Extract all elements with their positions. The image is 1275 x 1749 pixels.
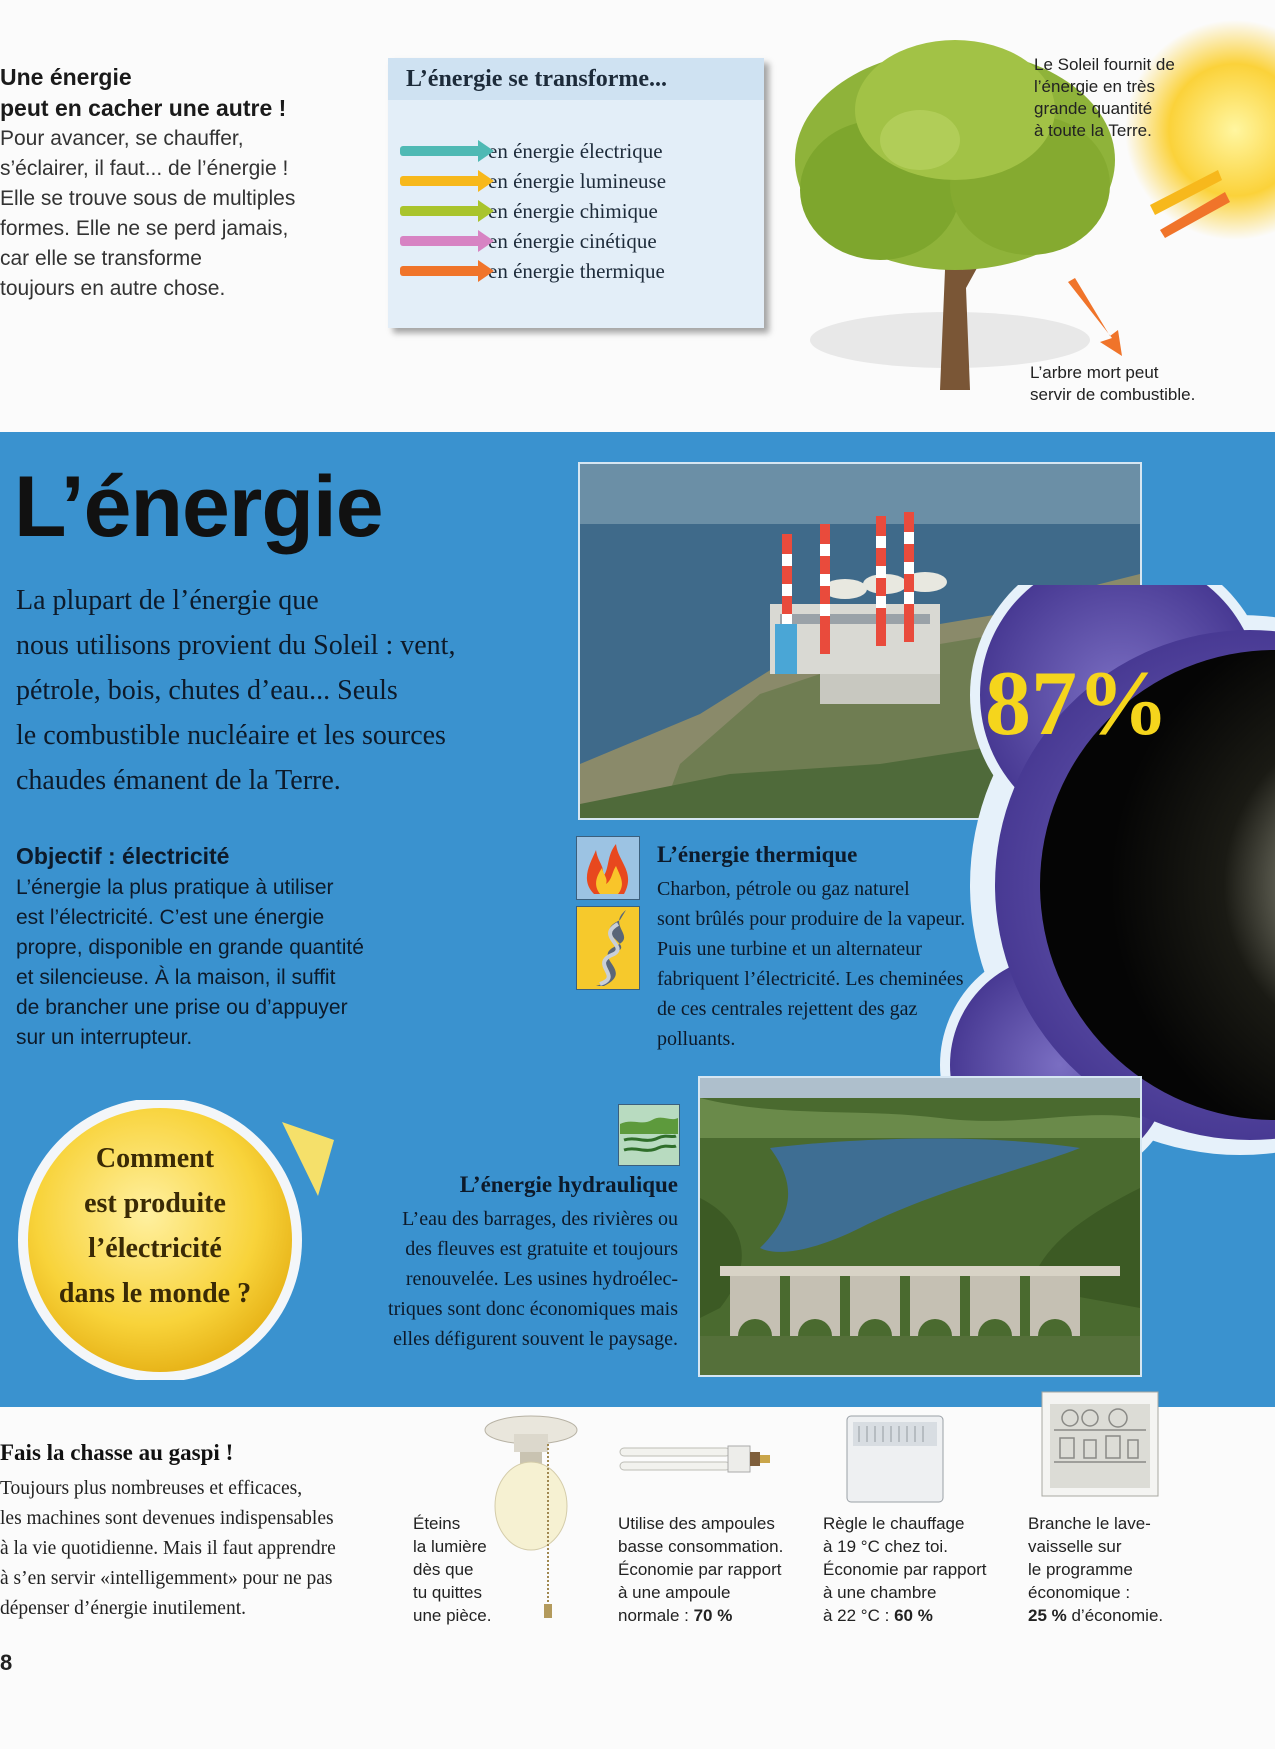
low-energy-bulb-icon	[618, 1440, 778, 1480]
objective-line: de brancher une prise ou d’appuyer	[16, 996, 348, 1019]
tip-line: Utilise des ampoules	[618, 1514, 775, 1533]
intro-line: s’éclairer, il faut... de l’énergie !	[0, 157, 289, 180]
transform-item-label: en énergie thermique	[488, 258, 665, 283]
steam-icon	[576, 906, 640, 990]
transform-item-thermal	[400, 258, 665, 284]
tip-line: dès que	[413, 1560, 474, 1579]
tip-line: Règle le chauffage	[823, 1514, 965, 1533]
objective-line: est l’électricité. C’est une énergie	[16, 906, 325, 929]
hydro-line: triques sont donc économiques mais	[388, 1298, 678, 1320]
thermal-line: polluants.	[657, 1028, 736, 1050]
lead-line: chaudes émanent de la Terre.	[16, 765, 341, 796]
dishwasher-icon	[1040, 1390, 1160, 1500]
lead-line: pétrole, bois, chutes d’eau... Seuls	[16, 675, 398, 706]
ceiling-bulb-icon	[476, 1414, 596, 1624]
tip-dishwasher	[1028, 1512, 1163, 1627]
teal-arrow-icon	[400, 146, 480, 156]
gaspi-line: dépenser d’énergie inutilement.	[0, 1598, 247, 1619]
transform-item-label: en énergie électrique	[488, 138, 663, 163]
tip-line: vaisselle sur	[1028, 1537, 1122, 1556]
tip-line: à une ampoule	[618, 1583, 731, 1602]
objective-line: et silencieuse. À la maison, il suffit	[16, 966, 336, 989]
question-text	[40, 1136, 270, 1316]
transform-item-light	[400, 168, 666, 194]
tip-line: Économie par rapport	[618, 1560, 782, 1579]
tip-prefix: normale :	[618, 1606, 694, 1625]
lead-line: le combustible nucléaire et les sources	[16, 720, 446, 751]
question-line: dans le monde ?	[58, 1278, 252, 1309]
objective-line: sur un interrupteur.	[16, 1026, 193, 1049]
tree-note-line: servir de combustible.	[1030, 385, 1196, 404]
tip-line: basse consommation.	[618, 1537, 784, 1556]
question-line: Comment	[95, 1143, 215, 1174]
thermal-line: Puis une turbine et un alternateur	[657, 938, 922, 960]
hydro-line: des fleuves est gratuite et toujours	[405, 1238, 678, 1260]
gaspi-line: Toujours plus nombreuses et efficaces,	[0, 1478, 303, 1499]
sun-note-line: l’énergie en très	[1034, 77, 1155, 96]
hydro-body	[348, 1204, 678, 1354]
thermal-body	[657, 874, 997, 1054]
hydro-line: L’eau des barrages, des rivières ou	[402, 1208, 678, 1230]
gaspi-line: à s’en servir «intelligemment» pour ne pas	[0, 1568, 333, 1589]
transform-item-chemical	[400, 198, 658, 224]
tip-line: le programme	[1028, 1560, 1133, 1579]
intro-body	[0, 124, 360, 304]
thermal-line: sont brûlés pour produire de la vapeur.	[657, 908, 966, 930]
tip-value: 25 %	[1028, 1606, 1067, 1625]
tip-heater	[823, 1512, 986, 1627]
water-landscape-icon	[618, 1104, 680, 1166]
hydro-title: L’énergie hydraulique	[459, 1172, 678, 1197]
gaspi-line: les machines sont devenues indispensables	[0, 1508, 334, 1529]
objective-body	[16, 873, 446, 1053]
transform-item-label: en énergie lumineuse	[488, 168, 667, 193]
yellow-arrow-icon	[400, 176, 480, 186]
lead-line: nous utilisons provient du Soleil : vent,	[16, 630, 456, 661]
intro-title-line1: Une énergie	[0, 64, 132, 90]
tree-note	[1030, 362, 1230, 406]
intro-line: Pour avancer, se chauffer,	[0, 127, 244, 150]
green-arrow-icon	[400, 206, 480, 216]
transform-item-label: en énergie cinétique	[488, 228, 657, 253]
tip-line: une pièce.	[413, 1606, 492, 1625]
thermal-line: Charbon, pétrole ou gaz naturel	[657, 878, 910, 900]
objective-line: L’énergie la plus pratique à utiliser	[16, 876, 334, 899]
pink-arrow-icon	[400, 236, 480, 246]
tip-line: Branche le lave-	[1028, 1514, 1151, 1533]
question-line: l’électricité	[88, 1233, 222, 1264]
tip-line	[1028, 1604, 1163, 1627]
lead-paragraph	[16, 578, 516, 803]
question-line: est produite	[84, 1188, 226, 1219]
intro-line: car elle se transforme	[0, 247, 202, 270]
tip-line: à une chambre	[823, 1583, 937, 1602]
dam-photo	[698, 1076, 1142, 1377]
tip-line: Éteins	[413, 1514, 461, 1533]
page-title: L’énergie	[14, 459, 383, 555]
transform-box-title: L’énergie se transforme...	[406, 66, 668, 92]
sun-note-line: à toute la Terre.	[1034, 121, 1152, 140]
orange-arrow-icon	[400, 266, 480, 276]
gaspi-title: Fais la chasse au gaspi !	[0, 1440, 234, 1465]
tip-line	[823, 1604, 986, 1627]
intro-title-line2: peut en cacher une autre !	[0, 95, 287, 121]
tip-bulb	[618, 1512, 783, 1627]
tip-value: 60 %	[894, 1606, 933, 1625]
hydro-line: renouvelée. Les usines hydroélec-	[405, 1268, 678, 1290]
intro-line: toujours en autre chose.	[0, 277, 226, 300]
thermal-line: fabriquent l’électricité. Les cheminées	[657, 968, 964, 990]
objective-line: propre, disponible en grande quantité	[16, 936, 364, 959]
thermal-percentage: 87%	[985, 652, 1169, 754]
tip-suffix: d’économie.	[1066, 1606, 1164, 1625]
transform-item-electric	[400, 138, 663, 164]
fire-icon	[576, 836, 640, 900]
gaspi-line: à la vie quotidienne. Mais il faut apprendre	[0, 1538, 336, 1559]
objective-title: Objectif : électricité	[16, 843, 230, 869]
sun-note	[1034, 54, 1204, 142]
transform-item-kinetic	[400, 228, 657, 254]
tip-line: économique :	[1028, 1583, 1131, 1602]
gaspi-body	[0, 1474, 370, 1624]
tree-note-line: L’arbre mort peut	[1030, 363, 1159, 382]
tip-line: tu quittes	[413, 1583, 482, 1602]
tip-prefix: à 22 °C :	[823, 1606, 895, 1625]
intro-title	[0, 62, 360, 124]
heater-icon	[845, 1414, 945, 1506]
tip-line: la lumière	[413, 1537, 487, 1556]
thermal-line: de ces centrales rejettent des gaz	[657, 998, 918, 1020]
intro-line: formes. Elle ne se perd jamais,	[0, 217, 289, 240]
tip-light	[413, 1512, 491, 1627]
transform-item-label: en énergie chimique	[488, 198, 658, 223]
tip-value: 70 %	[693, 1606, 733, 1625]
energy-transform-box	[388, 58, 764, 328]
page-number: 8	[0, 1650, 13, 1675]
tip-line: à 19 °C chez toi.	[823, 1537, 948, 1556]
hydro-line: elles défigurent souvent le paysage.	[393, 1328, 678, 1350]
lead-line: La plupart de l’énergie que	[16, 585, 319, 616]
thermal-title: L’énergie thermique	[657, 842, 858, 867]
tip-line: Économie par rapport	[823, 1560, 987, 1579]
sun-note-line: Le Soleil fournit de	[1034, 55, 1175, 74]
intro-line: Elle se trouve sous de multiples	[0, 187, 296, 210]
sun-note-line: grande quantité	[1034, 99, 1153, 118]
tip-line	[618, 1604, 783, 1627]
